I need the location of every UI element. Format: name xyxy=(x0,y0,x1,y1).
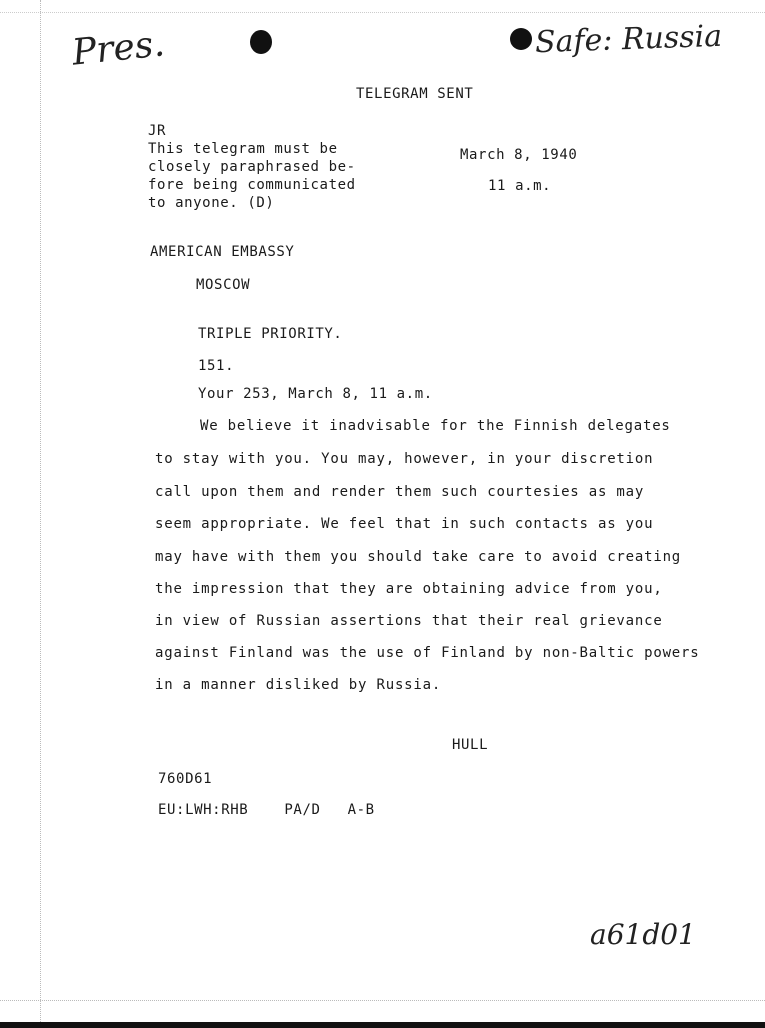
routing-line: EU:LWH:RHB PA/D A-B xyxy=(158,802,375,818)
scan-bottom-edge xyxy=(0,1000,765,1002)
telegram-title: TELEGRAM SENT xyxy=(356,86,474,102)
telegram-number: 151. xyxy=(198,358,235,374)
sender-block xyxy=(148,122,356,212)
body-line: We believe it inadvisable for the Finnish delegates xyxy=(200,418,671,434)
recipient-city: MOSCOW xyxy=(196,277,251,293)
body-line: in view of Russian assertions that their real grievance xyxy=(155,613,663,629)
body-line: call upon them and render them such courtesies as may xyxy=(155,484,645,500)
body-line: to stay with you. You may, however, in your discretion xyxy=(155,451,654,467)
file-code: 760D61 xyxy=(158,771,213,787)
body-line: the impression that they are obtaining advice from you, xyxy=(155,581,663,597)
ink-blot-mark xyxy=(510,28,532,50)
reference-line: Your 253, March 8, 11 a.m. xyxy=(198,386,433,402)
notice-line: fore being communicated xyxy=(148,177,356,193)
body-line: may have with them you should take care to avoid creating xyxy=(155,549,682,565)
sender-initials: JR xyxy=(148,123,167,139)
telegram-time: 11 a.m. xyxy=(488,178,552,194)
handwritten-archive-number: a61d01 xyxy=(590,918,696,951)
handwritten-file-note: Safe: Russia xyxy=(534,18,723,61)
priority-line: TRIPLE PRIORITY. xyxy=(198,326,343,342)
telegram-date: March 8, 1940 xyxy=(460,147,578,163)
body-line: against Finland was the use of Finland by non-Baltic powers xyxy=(155,645,700,661)
notice-line: This telegram must be xyxy=(148,141,338,157)
scan-bottom-bar xyxy=(0,1022,765,1028)
recipient-name: AMERICAN EMBASSY xyxy=(150,244,295,260)
notice-line: to anyone. (D) xyxy=(148,195,275,211)
signature: HULL xyxy=(452,737,489,753)
body-line: in a manner disliked by Russia. xyxy=(155,677,442,693)
punch-hole-mark xyxy=(250,30,272,54)
notice-line: closely paraphrased be- xyxy=(148,159,356,175)
scan-top-edge xyxy=(0,12,765,14)
handwritten-pres-note: Pres. xyxy=(70,23,167,74)
scan-left-edge xyxy=(40,0,42,1028)
body-line: seem appropriate. We feel that in such contacts as you xyxy=(155,516,654,532)
